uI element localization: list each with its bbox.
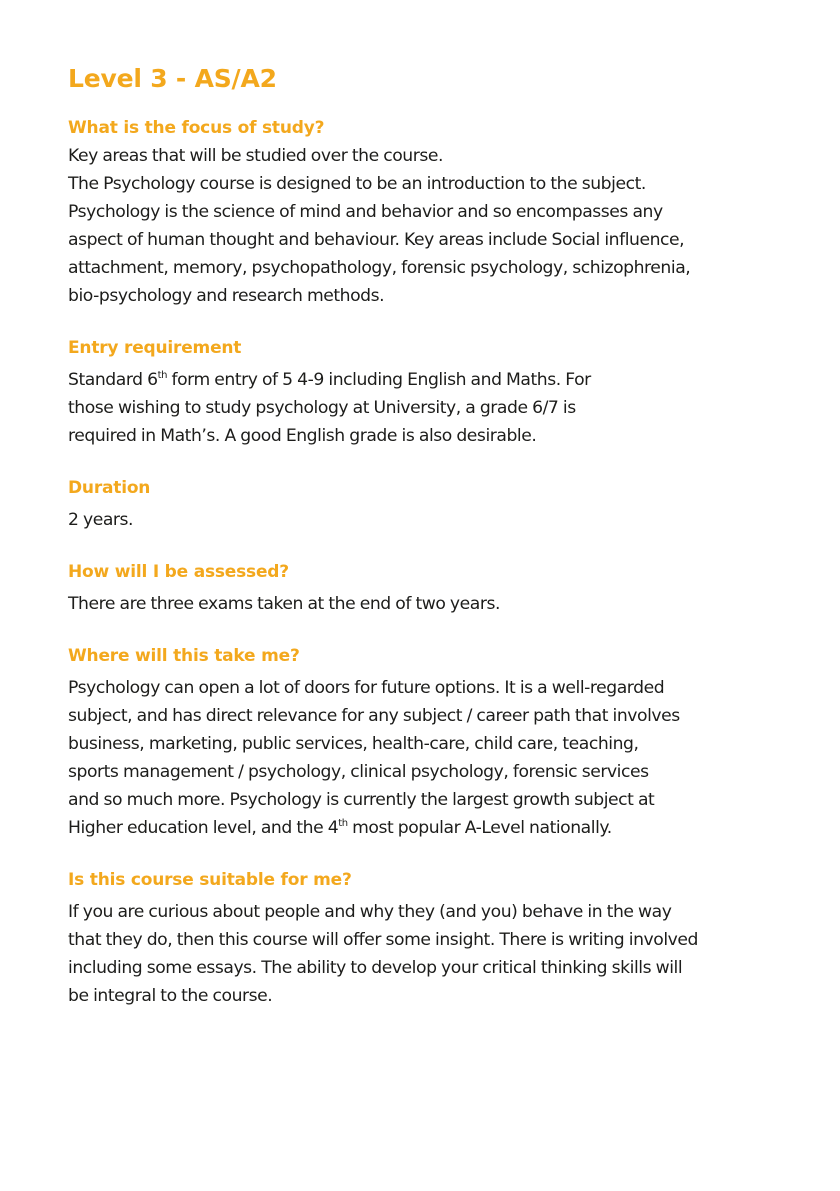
text-line: be integral to the course. bbox=[68, 986, 273, 1006]
text-line: bio-psychology and research methods. bbox=[68, 286, 385, 306]
section-heading: How will I be assessed? bbox=[68, 562, 289, 582]
text-line: subject, and has direct relevance for any subject / career path that involves bbox=[68, 706, 680, 726]
section-suitability bbox=[68, 868, 788, 1010]
section-body bbox=[68, 898, 788, 1010]
text-fragment: form entry of 5 4-9 including English and Maths. For bbox=[166, 370, 591, 390]
section-focus-of-study bbox=[68, 116, 788, 310]
section-heading: What is the focus of study? bbox=[68, 118, 325, 138]
section-duration bbox=[68, 476, 788, 534]
section-body bbox=[68, 674, 788, 842]
text-line: including some essays. The ability to develop your critical thinking skills will bbox=[68, 958, 683, 978]
superscript: th bbox=[157, 370, 167, 381]
text-line: The Psychology course is designed to be an introduction to the subject. bbox=[68, 174, 646, 194]
section-body bbox=[68, 142, 788, 310]
section-body bbox=[68, 366, 788, 450]
text-line: Psychology can open a lot of doors for future options. It is a well-regarded bbox=[68, 678, 665, 698]
text-line: those wishing to study psychology at University, a grade 6/7 is bbox=[68, 398, 576, 418]
text-line: required in Math’s. A good English grade is also desirable. bbox=[68, 426, 537, 446]
text-line: aspect of human thought and behaviour. Key areas include Social influence, bbox=[68, 230, 685, 250]
text-line: business, marketing, public services, health-care, child care, teaching, bbox=[68, 734, 639, 754]
section-entry-requirement bbox=[68, 336, 788, 450]
page bbox=[68, 62, 788, 1036]
text-line: If you are curious about people and why they (and you) behave in the way bbox=[68, 902, 672, 922]
text-line: There are three exams taken at the end of two years. bbox=[68, 594, 500, 614]
text-line bbox=[68, 366, 788, 394]
section-heading: Duration bbox=[68, 478, 151, 498]
section-heading: Is this course suitable for me? bbox=[68, 870, 352, 890]
text-fragment: most popular A-Level nationally. bbox=[347, 818, 612, 838]
section-assessment bbox=[68, 560, 788, 618]
text-fragment: Standard 6 bbox=[68, 370, 158, 390]
text-line: sports management / psychology, clinical psychology, forensic services bbox=[68, 762, 649, 782]
text-line: attachment, memory, psychopathology, forensic psychology, schizophrenia, bbox=[68, 258, 691, 278]
text-line: that they do, then this course will offer some insight. There is writing involved bbox=[68, 930, 698, 950]
text-line: and so much more. Psychology is currently the largest growth subject at bbox=[68, 790, 655, 810]
section-body bbox=[68, 590, 788, 618]
text-line: Psychology is the science of mind and behavior and so encompasses any bbox=[68, 202, 663, 222]
text-fragment: Higher education level, and the 4 bbox=[68, 818, 339, 838]
section-body bbox=[68, 506, 788, 534]
text-line: Key areas that will be studied over the course. bbox=[68, 146, 443, 166]
section-career-paths bbox=[68, 644, 788, 842]
section-heading: Where will this take me? bbox=[68, 646, 300, 666]
text-line: 2 years. bbox=[68, 510, 134, 530]
page-title: Level 3 - AS/A2 bbox=[68, 64, 277, 93]
text-line bbox=[68, 814, 788, 842]
section-heading: Entry requirement bbox=[68, 338, 242, 358]
superscript: th bbox=[338, 818, 348, 829]
